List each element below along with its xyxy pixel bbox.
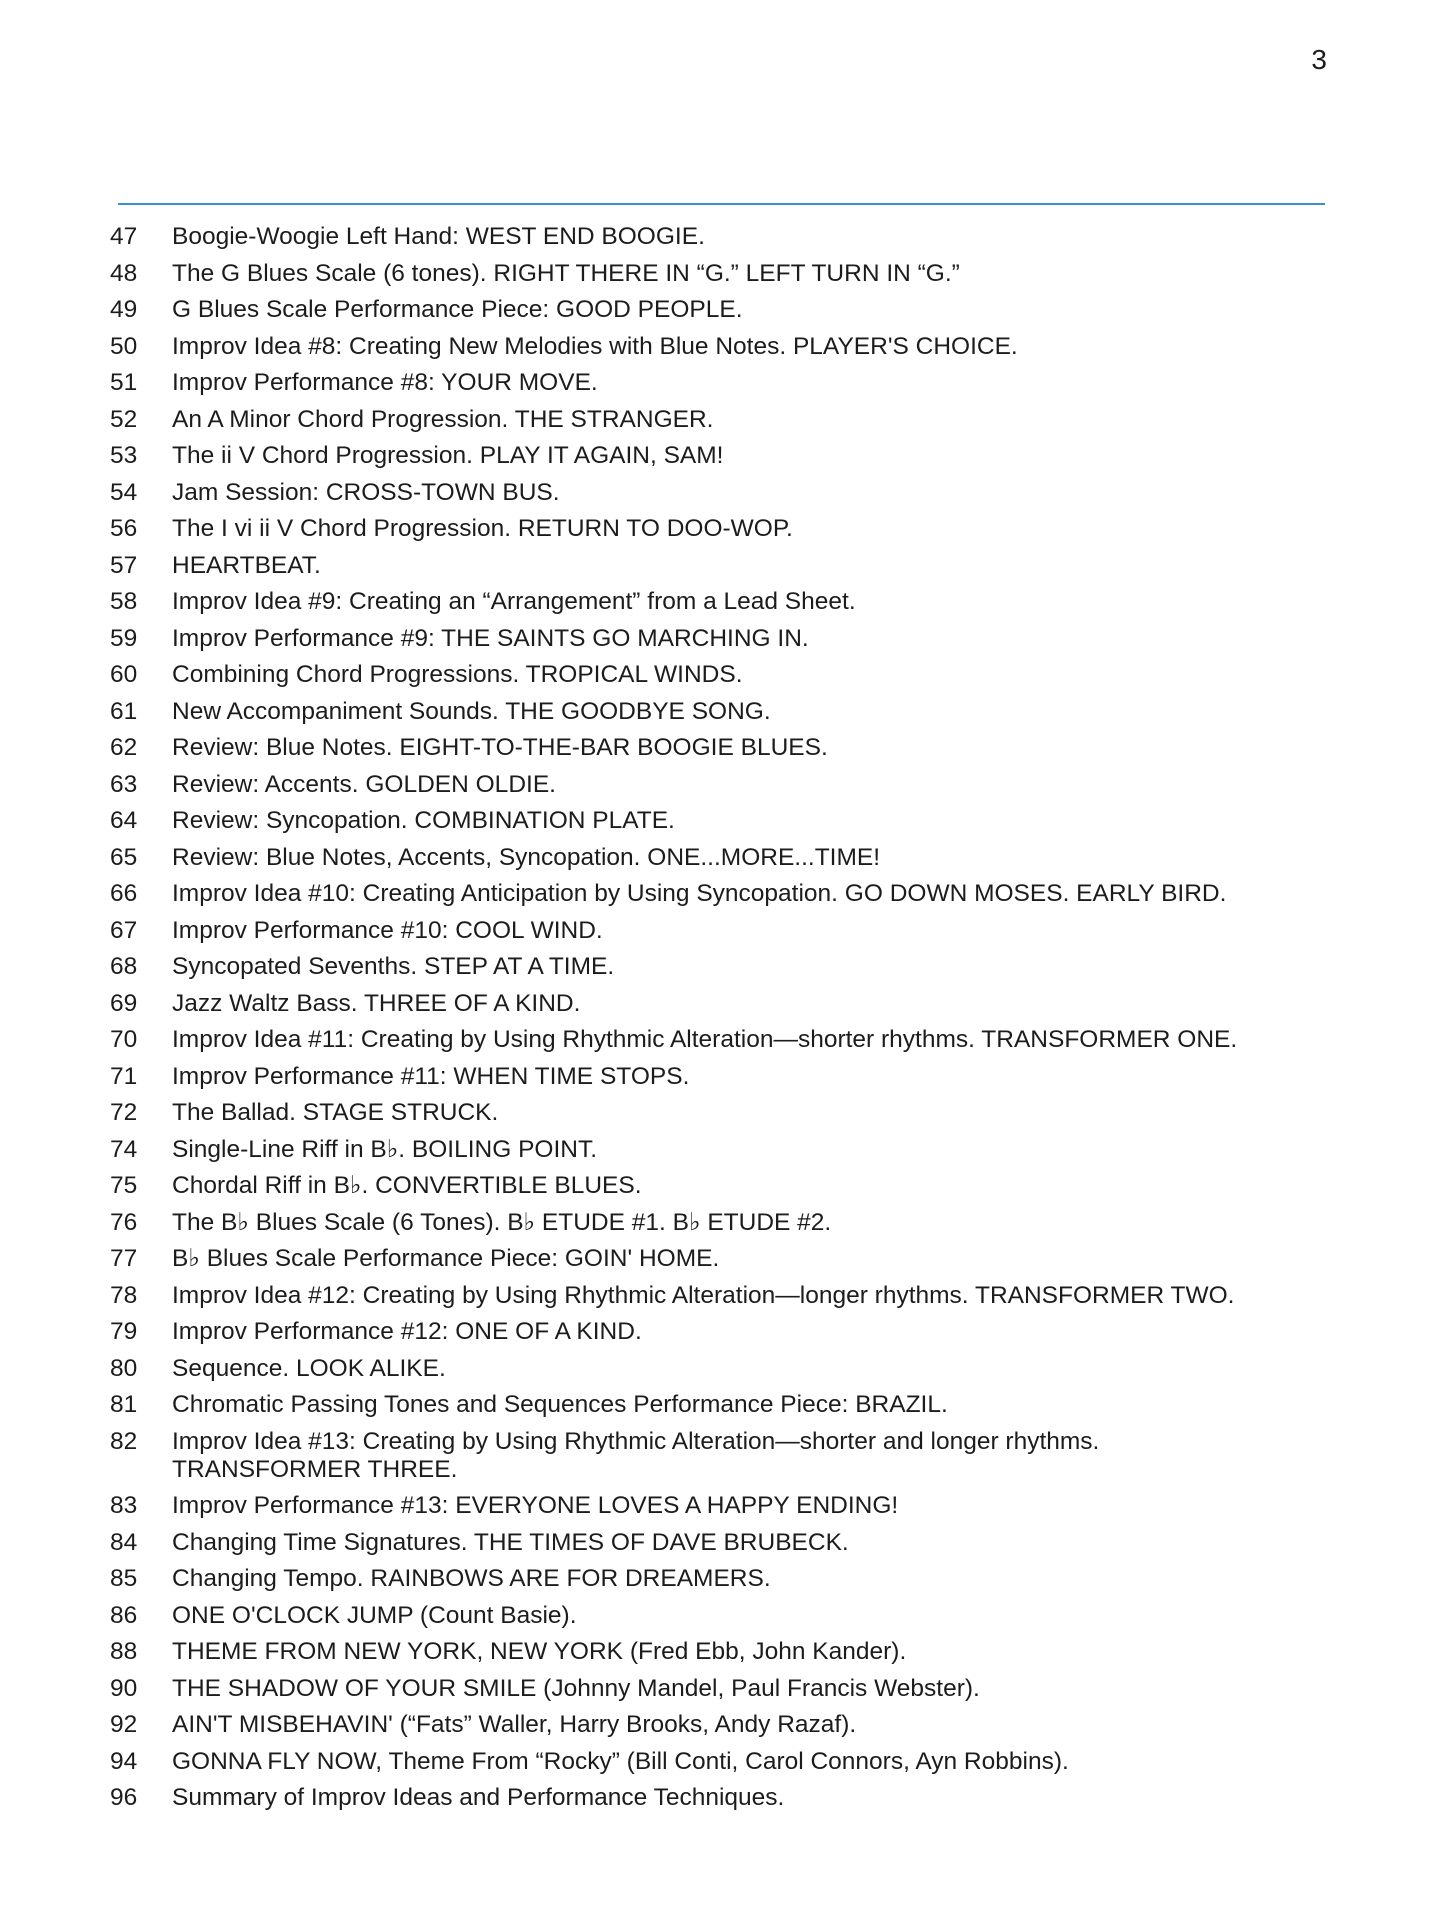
toc-entry-title: Improv Idea #11: Creating by Using Rhythmic Alteration—shorter rhythms. TRANSFORMER ONE. xyxy=(172,1026,1238,1053)
toc-entry xyxy=(110,1209,1340,1246)
toc-page-number: 50 xyxy=(110,332,138,360)
toc-page-number: 62 xyxy=(110,734,138,761)
toc-entry-title: AIN'T MISBEHAVIN' (“Fats” Waller, Harry Brooks, Andy Razaf). xyxy=(172,1711,857,1738)
toc-page-number: 48 xyxy=(110,259,138,287)
toc-entry-title: ONE O'CLOCK JUMP (Count Basie). xyxy=(172,1601,577,1629)
toc-entry xyxy=(110,1529,1340,1566)
toc-page-number: 68 xyxy=(110,953,138,980)
toc-entry xyxy=(110,1245,1340,1282)
toc-entry-title: The G Blues Scale (6 tones). RIGHT THERE IN “G.” LEFT TURN IN “G.” xyxy=(172,259,960,287)
toc-entry xyxy=(110,515,1340,552)
toc-page-number: 76 xyxy=(110,1208,138,1236)
toc-page-number: 51 xyxy=(110,369,138,396)
toc-page-number: 75 xyxy=(110,1172,138,1199)
toc-page-number: 61 xyxy=(110,697,138,725)
toc-entry-title: Review: Blue Notes. EIGHT-TO-THE-BAR BOOGIE BLUES. xyxy=(172,734,828,761)
toc-page-number: 92 xyxy=(110,1711,138,1738)
toc-entry-title: New Accompaniment Sounds. THE GOODBYE SONG. xyxy=(172,697,771,725)
toc-entry-title: Improv Idea #9: Creating an “Arrangement” from a Lead Sheet. xyxy=(172,588,856,615)
toc-page-number: 67 xyxy=(110,916,138,944)
toc-page-number: 88 xyxy=(110,1638,138,1665)
toc-entry xyxy=(110,771,1340,808)
toc-page-number: 74 xyxy=(110,1135,138,1163)
toc-entry-title: Improv Idea #13: Creating by Using Rhythmic Alteration—shorter and longer rhythms. TRANSFORMER THREE. xyxy=(172,1427,1100,1483)
toc-entry xyxy=(110,1492,1340,1529)
toc-entry-title: Jazz Waltz Bass. THREE OF A KIND. xyxy=(172,989,581,1017)
toc-entry-title: Sequence. LOOK ALIKE. xyxy=(172,1354,446,1382)
toc-entry xyxy=(110,625,1340,662)
toc-entry xyxy=(110,698,1340,735)
toc-page-number: 78 xyxy=(110,1281,138,1309)
toc-entry xyxy=(110,260,1340,297)
toc-page-number: 52 xyxy=(110,405,138,433)
header-rule xyxy=(118,203,1325,205)
toc-page-number: 94 xyxy=(110,1747,138,1775)
toc-entry xyxy=(110,1711,1340,1748)
toc-entry-title: Boogie-Woogie Left Hand: WEST END BOOGIE. xyxy=(172,223,705,250)
toc-page-number: 56 xyxy=(110,515,138,542)
toc-entry xyxy=(110,1784,1340,1821)
toc-entry xyxy=(110,990,1340,1027)
toc-page-number: 79 xyxy=(110,1318,138,1345)
toc-entry-title: An A Minor Chord Progression. THE STRANGER. xyxy=(172,405,714,433)
toc-page-number: 66 xyxy=(110,880,138,907)
toc-page-number: 80 xyxy=(110,1354,138,1382)
toc-entry xyxy=(110,880,1340,917)
toc-entry xyxy=(110,1318,1340,1355)
toc-entry-title: The B♭ Blues Scale (6 Tones). B♭ ETUDE #1. B♭ ETUDE #2. xyxy=(172,1208,832,1236)
toc-entry-title: Syncopated Sevenths. STEP AT A TIME. xyxy=(172,953,615,980)
page-number: 3 xyxy=(1311,44,1327,75)
toc-entry xyxy=(110,588,1340,625)
toc-entry xyxy=(110,1748,1340,1785)
toc-entry-title: Improv Performance #12: ONE OF A KIND. xyxy=(172,1318,642,1345)
toc-entry xyxy=(110,844,1340,881)
toc-entry-title: Chordal Riff in B♭. CONVERTIBLE BLUES. xyxy=(172,1172,642,1199)
toc-entry xyxy=(110,223,1340,260)
toc-page-number: 85 xyxy=(110,1565,138,1592)
toc-entry-title: THE SHADOW OF YOUR SMILE (Johnny Mandel, Paul Francis Webster). xyxy=(172,1674,980,1702)
toc-entry xyxy=(110,442,1340,479)
toc-entry xyxy=(110,734,1340,771)
toc-page-number: 59 xyxy=(110,624,138,652)
table-of-contents xyxy=(110,223,1340,1821)
toc-entry-title: B♭ Blues Scale Performance Piece: GOIN' HOME. xyxy=(172,1245,720,1272)
toc-entry xyxy=(110,479,1340,516)
toc-page-number: 77 xyxy=(110,1245,138,1272)
toc-entry xyxy=(110,917,1340,954)
toc-entry-title: Changing Tempo. RAINBOWS ARE FOR DREAMERS. xyxy=(172,1565,771,1592)
toc-entry xyxy=(110,369,1340,406)
toc-page-number: 54 xyxy=(110,478,138,506)
toc-entry xyxy=(110,296,1340,333)
toc-page-number: 49 xyxy=(110,296,138,323)
toc-page-number: 63 xyxy=(110,770,138,798)
toc-entry-title: G Blues Scale Performance Piece: GOOD PEOPLE. xyxy=(172,296,743,323)
toc-entry-title: Review: Blue Notes, Accents, Syncopation. ONE...MORE...TIME! xyxy=(172,843,881,871)
toc-page-number: 90 xyxy=(110,1674,138,1702)
toc-entry xyxy=(110,1675,1340,1712)
toc-entry xyxy=(110,552,1340,589)
toc-page-number: 82 xyxy=(110,1427,138,1455)
toc-entry-title: Single-Line Riff in B♭. BOILING POINT. xyxy=(172,1135,598,1163)
toc-entry xyxy=(110,1282,1340,1319)
toc-entry-title: The ii V Chord Progression. PLAY IT AGAIN, SAM! xyxy=(172,442,724,469)
toc-page-number: 96 xyxy=(110,1784,138,1811)
toc-entry-title: The I vi ii V Chord Progression. RETURN TO DOO-WOP. xyxy=(172,515,793,542)
toc-entry-title: Improv Performance #9: THE SAINTS GO MARCHING IN. xyxy=(172,624,809,652)
toc-page-number: 60 xyxy=(110,661,138,688)
toc-entry xyxy=(110,406,1340,443)
toc-page-number: 81 xyxy=(110,1391,138,1418)
toc-entry-title: Improv Idea #10: Creating Anticipation by Using Syncopation. GO DOWN MOSES. EARLY BIRD. xyxy=(172,880,1227,907)
toc-page-number: 83 xyxy=(110,1492,138,1519)
toc-page-number: 65 xyxy=(110,843,138,871)
toc-entry-title: Improv Performance #13: EVERYONE LOVES A HAPPY ENDING! xyxy=(172,1492,899,1519)
toc-page-number: 57 xyxy=(110,551,138,579)
toc-entry xyxy=(110,807,1340,844)
toc-entry-title: Improv Idea #12: Creating by Using Rhythmic Alteration—longer rhythms. TRANSFORMER TWO. xyxy=(172,1281,1235,1309)
toc-entry-title: Summary of Improv Ideas and Performance Techniques. xyxy=(172,1784,785,1811)
toc-entry xyxy=(110,1391,1340,1428)
toc-entry-title: Chromatic Passing Tones and Sequences Performance Piece: BRAZIL. xyxy=(172,1391,948,1418)
toc-entry-title: GONNA FLY NOW, Theme From “Rocky” (Bill Conti, Carol Connors, Ayn Robbins). xyxy=(172,1747,1069,1775)
toc-entry xyxy=(110,1172,1340,1209)
toc-page-number: 69 xyxy=(110,989,138,1017)
toc-page-number: 47 xyxy=(110,223,138,250)
toc-page-number: 84 xyxy=(110,1528,138,1556)
toc-entry-title: Improv Idea #8: Creating New Melodies with Blue Notes. PLAYER'S CHOICE. xyxy=(172,332,1018,360)
toc-page-number: 64 xyxy=(110,807,138,834)
toc-page-number: 53 xyxy=(110,442,138,469)
toc-entry-title: Combining Chord Progressions. TROPICAL WINDS. xyxy=(172,661,743,688)
toc-entry xyxy=(110,1136,1340,1173)
toc-entry-title: The Ballad. STAGE STRUCK. xyxy=(172,1099,499,1126)
toc-page-number: 58 xyxy=(110,588,138,615)
toc-entry xyxy=(110,1026,1340,1063)
toc-entry xyxy=(110,1602,1340,1639)
toc-entry xyxy=(110,333,1340,370)
toc-entry xyxy=(110,1099,1340,1136)
toc-page-number: 70 xyxy=(110,1026,138,1053)
toc-entry-title: Improv Performance #11: WHEN TIME STOPS. xyxy=(172,1062,690,1090)
toc-entry xyxy=(110,1355,1340,1392)
toc-entry-title: Changing Time Signatures. THE TIMES OF DAVE BRUBECK. xyxy=(172,1528,849,1556)
toc-page-number: 72 xyxy=(110,1099,138,1126)
toc-entry xyxy=(110,1565,1340,1602)
toc-entry xyxy=(110,1063,1340,1100)
toc-entry-title: Improv Performance #8: YOUR MOVE. xyxy=(172,369,598,396)
toc-entry xyxy=(110,953,1340,990)
toc-entry-title: Jam Session: CROSS-TOWN BUS. xyxy=(172,478,560,506)
toc-page-number: 86 xyxy=(110,1601,138,1629)
toc-entry-title: Review: Accents. GOLDEN OLDIE. xyxy=(172,770,556,798)
toc-entry-title: HEARTBEAT. xyxy=(172,551,321,579)
toc-entry-title: Improv Performance #10: COOL WIND. xyxy=(172,916,603,944)
toc-entry-title: Review: Syncopation. COMBINATION PLATE. xyxy=(172,807,675,834)
toc-entry xyxy=(110,1428,1340,1493)
toc-entry-title: THEME FROM NEW YORK, NEW YORK (Fred Ebb, John Kander). xyxy=(172,1638,907,1665)
toc-page-number: 71 xyxy=(110,1062,138,1090)
toc-entry xyxy=(110,661,1340,698)
toc-entry xyxy=(110,1638,1340,1675)
